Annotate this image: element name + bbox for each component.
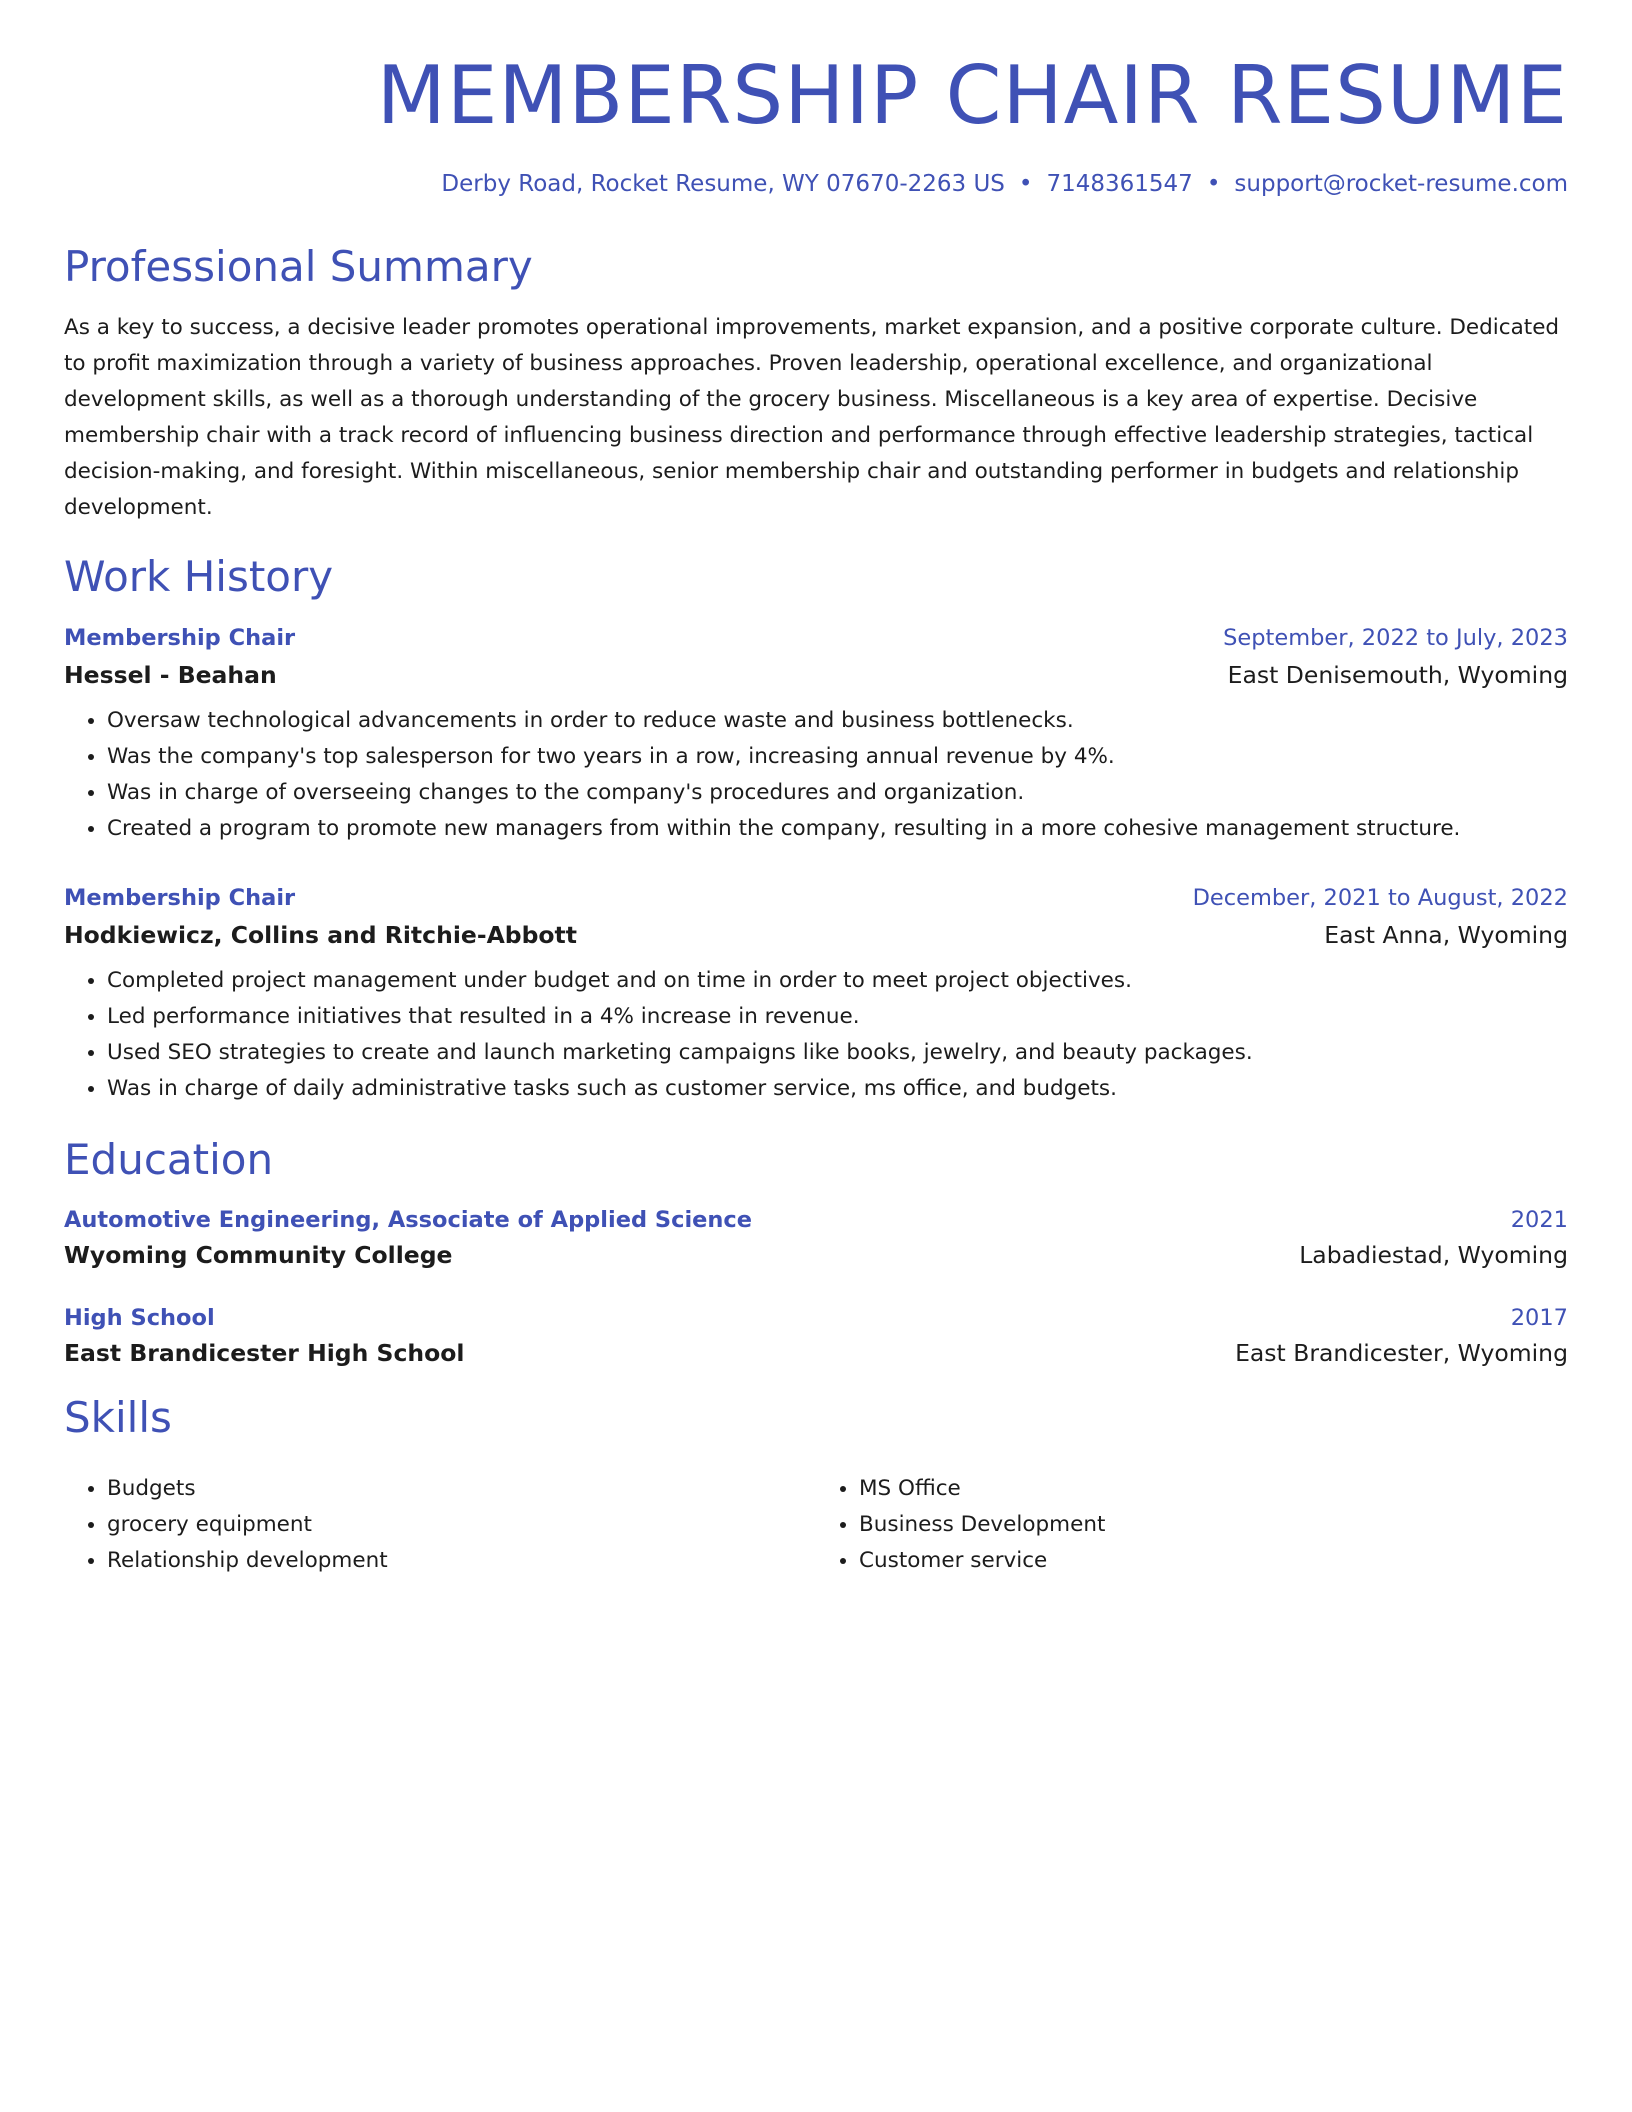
work-entry-header (64, 625, 1568, 651)
job-dates: December, 2021 to August, 2022 (1192, 884, 1568, 911)
degree-name: High School (64, 1305, 215, 1332)
section-heading-education: Education (64, 1134, 274, 1184)
job-bullet: • Was in charge of daily administrative tasks such as customer service, ms office, and budgets. (107, 1071, 1568, 1107)
graduation-year: 2021 (1510, 1207, 1568, 1234)
skill-item: • MS Office (859, 1471, 1568, 1507)
education-entry-header (64, 1305, 1568, 1331)
skill-item: • Budgets (107, 1471, 816, 1507)
professional-summary-section (64, 242, 1568, 526)
job-title: Membership Chair (64, 884, 296, 911)
work-entry-subheader (64, 661, 1568, 689)
resume-title: MEMBERSHIP CHAIR RESUME (376, 49, 1568, 142)
contact-phone: 7148361547 (1046, 171, 1193, 197)
skills-columns (64, 1457, 1568, 1579)
skill-item: • Business Development (859, 1507, 1568, 1543)
section-heading-skills: Skills (64, 1393, 172, 1443)
degree-name: Automotive Engineering, Associate of Applied Science (64, 1207, 753, 1234)
job-bullets (64, 963, 1568, 1107)
contact-line (64, 170, 1568, 200)
job-location: East Anna, Wyoming (1324, 920, 1568, 949)
job-bullet: • Was the company's top salesperson for two years in a row, increasing annual revenue by 4%. (107, 739, 1568, 775)
graduation-year: 2017 (1510, 1305, 1568, 1332)
skill-item: • Customer service (859, 1543, 1568, 1579)
section-heading-summary: Professional Summary (64, 241, 533, 291)
section-heading-work: Work History (64, 552, 334, 602)
education-entry (64, 1305, 1568, 1367)
education-entry-header (64, 1207, 1568, 1233)
contact-separator: • (1206, 171, 1221, 197)
education-section (64, 1135, 1568, 1367)
education-entry-subheader (64, 1339, 1568, 1367)
contact-address: Derby Road, Rocket Resume, WY 07670-2263 US (441, 171, 1005, 197)
skill-item: • Relationship development (107, 1543, 816, 1579)
job-bullet: • Used SEO strategies to create and launch marketing campaigns like books, jewelry, and beauty packages. (107, 1035, 1568, 1071)
skills-list-left (64, 1471, 816, 1579)
company-name: Hessel - Beahan (64, 660, 277, 689)
job-title: Membership Chair (64, 624, 296, 651)
contact-separator: • (1018, 171, 1033, 197)
job-bullet: • Was in charge of overseeing changes to the company's procedures and organization. (107, 775, 1568, 811)
education-entry-subheader (64, 1241, 1568, 1269)
job-bullet: • Created a program to promote new managers from within the company, resulting in a more cohesive management structure. (107, 811, 1568, 847)
school-name: East Brandicester High School (64, 1339, 465, 1368)
job-bullets (64, 703, 1568, 847)
contact-email[interactable]: support@rocket-resume.com (1234, 171, 1568, 197)
work-history-section (64, 552, 1568, 1106)
job-bullet: • Completed project management under budget and on time in order to meet project objectives. (107, 963, 1568, 999)
education-entry (64, 1207, 1568, 1269)
summary-text: As a key to success, a decisive leader promotes operational improvements, market expansion, and a positive corporate culture. Dedicated to profit maximization through a variety of business approaches. Proven leadership, operational excellence, and organizational development skills, as well as a thorough understanding of the grocery business. Miscellaneous is a key area of expertise. Decisive membership chair with a track record of influencing business direction and performance through effective leadership strategies, tactical decision-making, and foresight. Within miscellaneous, senior membership chair and outstanding performer in budgets and relationship development. (64, 315, 1560, 521)
work-entry (64, 625, 1568, 847)
job-location: East Denisemouth, Wyoming (1227, 660, 1568, 689)
work-entry (64, 885, 1568, 1107)
school-location: Labadiestad, Wyoming (1299, 1241, 1568, 1270)
job-dates: September, 2022 to July, 2023 (1223, 624, 1568, 651)
school-name: Wyoming Community College (64, 1241, 453, 1270)
resume-header (64, 0, 1568, 200)
job-bullet: • Oversaw technological advancements in order to reduce waste and business bottlenecks. (107, 703, 1568, 739)
work-entry-header (64, 885, 1568, 911)
skills-list-right (816, 1471, 1568, 1579)
work-entry-subheader (64, 921, 1568, 949)
skill-item: • grocery equipment (107, 1507, 816, 1543)
job-bullet: • Led performance initiatives that resulted in a 4% increase in revenue. (107, 999, 1568, 1035)
skills-section (64, 1393, 1568, 1579)
school-location: East Brandicester, Wyoming (1235, 1339, 1568, 1368)
company-name: Hodkiewicz, Collins and Ritchie-Abbott (64, 920, 578, 949)
